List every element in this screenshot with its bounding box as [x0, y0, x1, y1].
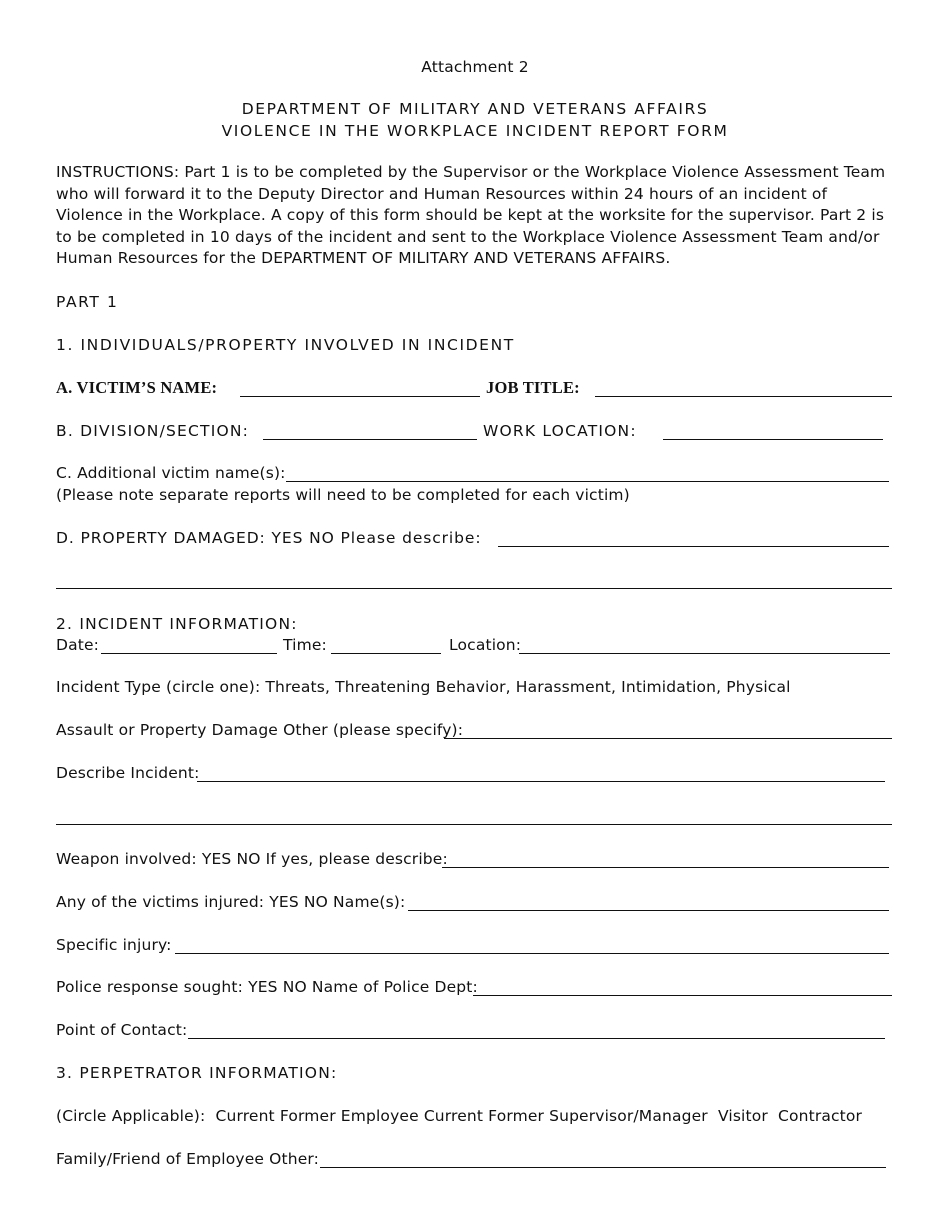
location-field[interactable] — [519, 653, 890, 654]
time-label: Time: — [283, 636, 327, 654]
location-label: Location: — [449, 636, 522, 654]
part-1-heading: PART 1 — [56, 293, 119, 311]
incident-type-other-field[interactable] — [444, 738, 892, 739]
describe-incident-label: Describe Incident: — [56, 764, 200, 782]
specific-injury-label: Specific injury: — [56, 936, 172, 954]
job-title-field[interactable] — [595, 396, 892, 397]
section-3-heading: 3. PERPETRATOR INFORMATION: — [56, 1064, 338, 1082]
additional-victim-field[interactable] — [286, 481, 889, 482]
describe-incident-field[interactable] — [197, 781, 885, 782]
point-of-contact-field[interactable] — [188, 1038, 885, 1039]
division-section-label: B. DIVISION/SECTION: — [56, 422, 250, 440]
work-location-label: WORK LOCATION: — [483, 422, 637, 440]
police-response-label: Police response sought: YES NO Name of Police Dept: — [56, 978, 478, 996]
family-friend-other-field[interactable] — [320, 1167, 886, 1168]
point-of-contact-label: Point of Contact: — [56, 1021, 188, 1039]
work-location-field[interactable] — [663, 439, 883, 440]
property-damaged-label: D. PROPERTY DAMAGED: YES NO Please describe: — [56, 529, 482, 547]
circle-applicable-label: (Circle Applicable): Current Former Employee Current Former Supervisor/Manager Visitor Contractor — [56, 1107, 863, 1125]
division-section-field[interactable] — [263, 439, 477, 440]
property-damaged-field[interactable] — [498, 546, 889, 547]
instructions-paragraph: INSTRUCTIONS: Part 1 is to be completed by the Supervisor or the Workplace Violence Assessment Team who will forward it to the Deputy Director and Human Resources within 24 hours of an incident of Violence in the Workplace. A copy of this form should be kept at the worksite for the supervisor. Part 2 is to be completed in 10 days of the incident and sent to the Workplace Violence Assessment Team and/or Human Resources for the DEPARTMENT OF MILITARY AND VETERANS AFFAIRS. — [56, 163, 886, 267]
incident-type-label: Incident Type (circle one): Threats, Threatening Behavior, Harassment, Intimidation, Physical — [56, 678, 791, 696]
job-title-label: JOB TITLE: — [486, 378, 580, 397]
family-friend-label: Family/Friend of Employee Other: — [56, 1150, 320, 1168]
victim-name-label: A. VICTIM’S NAME: — [56, 378, 218, 397]
specific-injury-field[interactable] — [175, 953, 889, 954]
property-damaged-field-continued[interactable] — [56, 588, 892, 589]
section-2-heading: 2. INCIDENT INFORMATION: — [56, 615, 298, 633]
section-1-heading: 1. INDIVIDUALS/PROPERTY INVOLVED IN INCIDENT — [56, 336, 515, 354]
weapon-involved-field[interactable] — [442, 867, 889, 868]
department-title: DEPARTMENT OF MILITARY AND VETERANS AFFAIRS — [241, 100, 709, 118]
victim-name-field[interactable] — [240, 396, 480, 397]
victims-injured-field[interactable] — [408, 910, 889, 911]
victims-injured-label: Any of the victims injured: YES NO Name(s): — [56, 893, 406, 911]
incident-type-continued-label: Assault or Property Damage Other (please specify): — [56, 721, 464, 739]
police-dept-field[interactable] — [473, 995, 892, 996]
additional-victim-note: (Please note separate reports will need to be completed for each victim) — [56, 486, 630, 504]
form-title: VIOLENCE IN THE WORKPLACE INCIDENT REPORT FORM — [221, 122, 729, 140]
date-field[interactable] — [101, 653, 277, 654]
time-field[interactable] — [331, 653, 441, 654]
date-label: Date: — [56, 636, 100, 654]
additional-victim-label: C. Additional victim name(s): — [56, 464, 286, 482]
weapon-involved-label: Weapon involved: YES NO If yes, please describe: — [56, 850, 448, 868]
attachment-label: Attachment 2 — [421, 58, 529, 76]
describe-incident-field-continued[interactable] — [56, 824, 892, 825]
